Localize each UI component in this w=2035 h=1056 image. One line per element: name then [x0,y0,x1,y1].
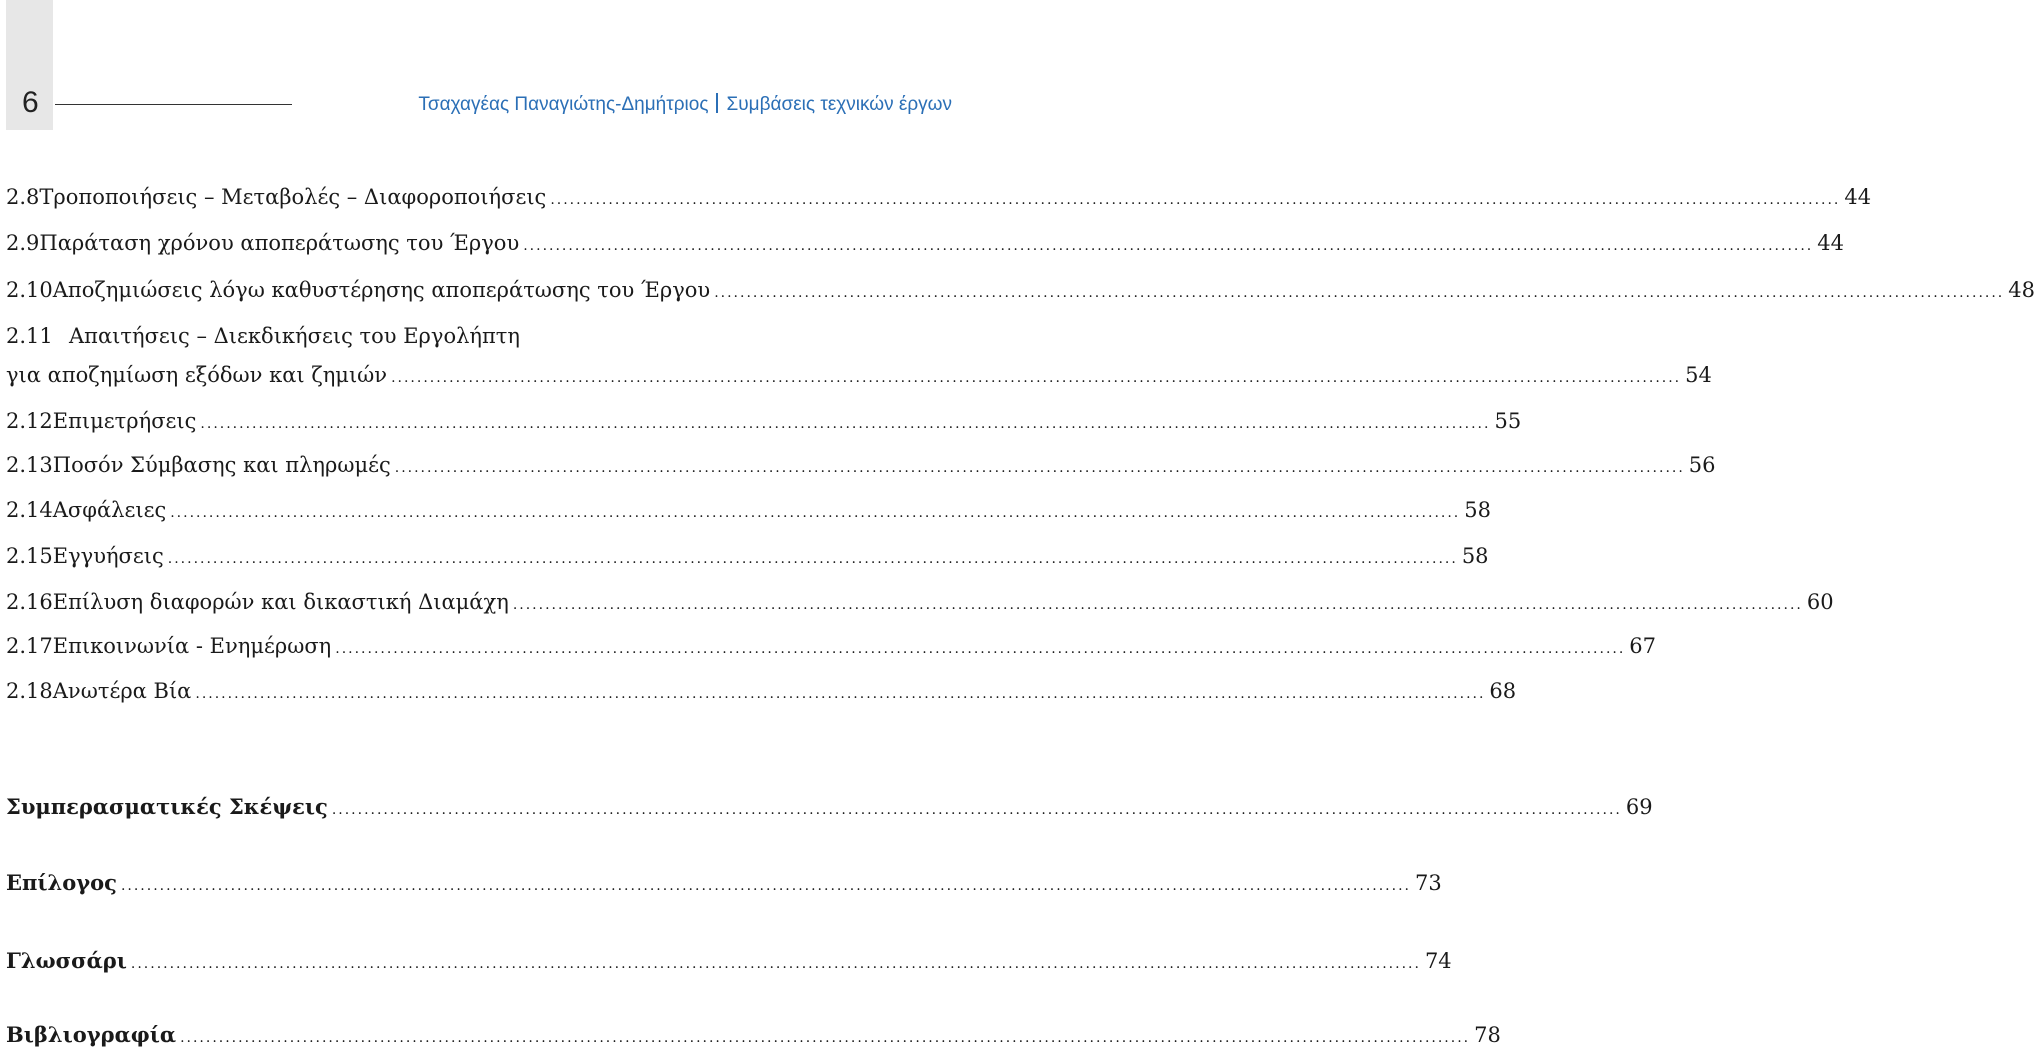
toc-entry-page: 60 [1806,590,1834,614]
toc-entry-title: Παράταση χρόνου αποπεράτωσης του Έργου [39,231,520,255]
toc-entry-page: 48 [2008,278,2035,302]
toc-chapter-page: 78 [1474,1023,1501,1047]
toc-leader-dots: ........................................................................................................................................................................................................ [180,1030,1471,1046]
toc-entry[interactable] [6,185,1872,210]
toc-chapter[interactable] [6,794,1653,820]
toc-entry[interactable] [6,409,1522,434]
toc-entry-number: 2.12 [6,409,53,433]
toc-entry-title: Επίλυση διαφορών και δικαστική Διαμάχη [52,590,509,614]
toc-leader-dots: ........................................................................................................................................................................................................ [130,956,1421,972]
toc-leader-dots: ........................................................................................................................................................................................................ [523,238,1814,254]
toc-leader-dots: ........................................................................................................................................................................................................ [200,416,1491,432]
toc-entry[interactable] [6,231,1844,256]
toc-entry[interactable] [6,498,1491,523]
toc-leader-dots: ........................................................................................................................................................................................................ [550,192,1841,208]
toc-leader-dots: ........................................................................................................................................................................................................ [167,551,1458,567]
toc-leader-dots: ........................................................................................................................................................................................................ [394,460,1685,476]
toc-leader-dots: ........................................................................................................................................................................................................ [120,878,1411,894]
toc-entry-number: 2.16 [6,590,53,614]
toc-leader-dots: ........................................................................................................................................................................................................ [331,802,1622,818]
toc-chapter-page: 69 [1625,795,1653,819]
table-of-contents [6,0,2035,1056]
toc-entry-page: 55 [1494,409,1522,433]
toc-entry-page: 68 [1489,679,1517,703]
toc-entry-page: 58 [1464,498,1491,522]
toc-entry-page: 56 [1688,453,1716,477]
toc-entry-title: για αποζημίωση εξόδων και ζημιών [6,363,388,387]
toc-entry-number: 2.17 [6,634,53,658]
toc-entry-title: Επιμετρήσεις [52,409,197,433]
page-number: 6 [22,86,39,119]
toc-entry[interactable] [6,679,1517,704]
toc-chapter-title: Συμπερασματικές Σκέψεις [6,794,328,819]
toc-leader-dots: ........................................................................................................................................................................................................ [391,370,1682,386]
header-author: Τσαχαγέας Παναγιώτης-Δημήτριος [418,94,709,115]
toc-entry[interactable] [6,278,2035,303]
toc-entry-title: Ποσόν Σύμβασης και πληρωμές [52,453,391,477]
toc-entry[interactable] [6,634,1657,659]
toc-entry-title: Αποζημιώσεις λόγω καθυστέρησης αποπεράτωσης του Έργου [52,278,711,302]
toc-leader-dots: ........................................................................................................................................................................................................ [335,641,1626,657]
toc-chapter-page: 74 [1424,949,1452,973]
toc-entry-number: 2.8 [6,185,40,209]
header-book-title: Συμβάσεις τεχνικών έργων [726,94,952,115]
toc-entry[interactable] [6,590,1834,615]
toc-entry-number: 2.15 [6,544,53,568]
toc-entry-number: 2.11 [6,324,53,348]
toc-entry[interactable] [6,324,951,349]
toc-entry-title: Ασφάλειες [52,498,167,522]
toc-entry-number: 2.13 [6,453,53,477]
toc-entry-page: 67 [1629,634,1657,658]
toc-entry[interactable] [6,453,1716,478]
toc-entry-title: Επικοινωνία - Ενημέρωση [52,634,332,658]
toc-chapter-title: Γλωσσάρι [6,948,127,973]
toc-entry-title: Τροποποιήσεις – Μεταβολές – Διαφοροποιήσεις [39,185,547,209]
toc-chapter-page: 73 [1414,871,1442,895]
toc-entry-page: 58 [1461,544,1489,568]
toc-entry-page: 44 [1844,185,1872,209]
toc-chapter[interactable] [6,948,1452,974]
toc-entry-page: 44 [1817,231,1844,255]
toc-entry-number: 2.14 [6,498,53,522]
toc-entry-page: 54 [1685,363,1712,387]
toc-leader-dots: ........................................................................................................................................................................................................ [714,285,2005,301]
toc-entry-number: 2.10 [6,278,53,302]
toc-leader-dots: ........................................................................................................................................................................................................ [512,597,1803,613]
toc-entry-title: Απαιτήσεις – Διεκδικήσεις του Εργολήπτη [69,324,520,348]
toc-chapter-title: Βιβλιογραφία [6,1022,177,1047]
toc-leader-dots: ........................................................................................................................................................................................................ [170,505,1461,521]
toc-chapter-title: Επίλογος [6,870,117,895]
toc-entry-continuation[interactable] [6,363,1712,388]
toc-chapter[interactable] [6,1022,1501,1048]
toc-entry-title: Ανωτέρα Βία [52,679,192,703]
toc-entry-number: 2.9 [6,231,40,255]
toc-entry[interactable] [6,544,1489,569]
toc-entry-title: Εγγυήσεις [52,544,164,568]
toc-chapter[interactable] [6,870,1442,896]
toc-leader-dots: ........................................................................................................................................................................................................ [195,686,1486,702]
toc-entry-number: 2.18 [6,679,53,703]
